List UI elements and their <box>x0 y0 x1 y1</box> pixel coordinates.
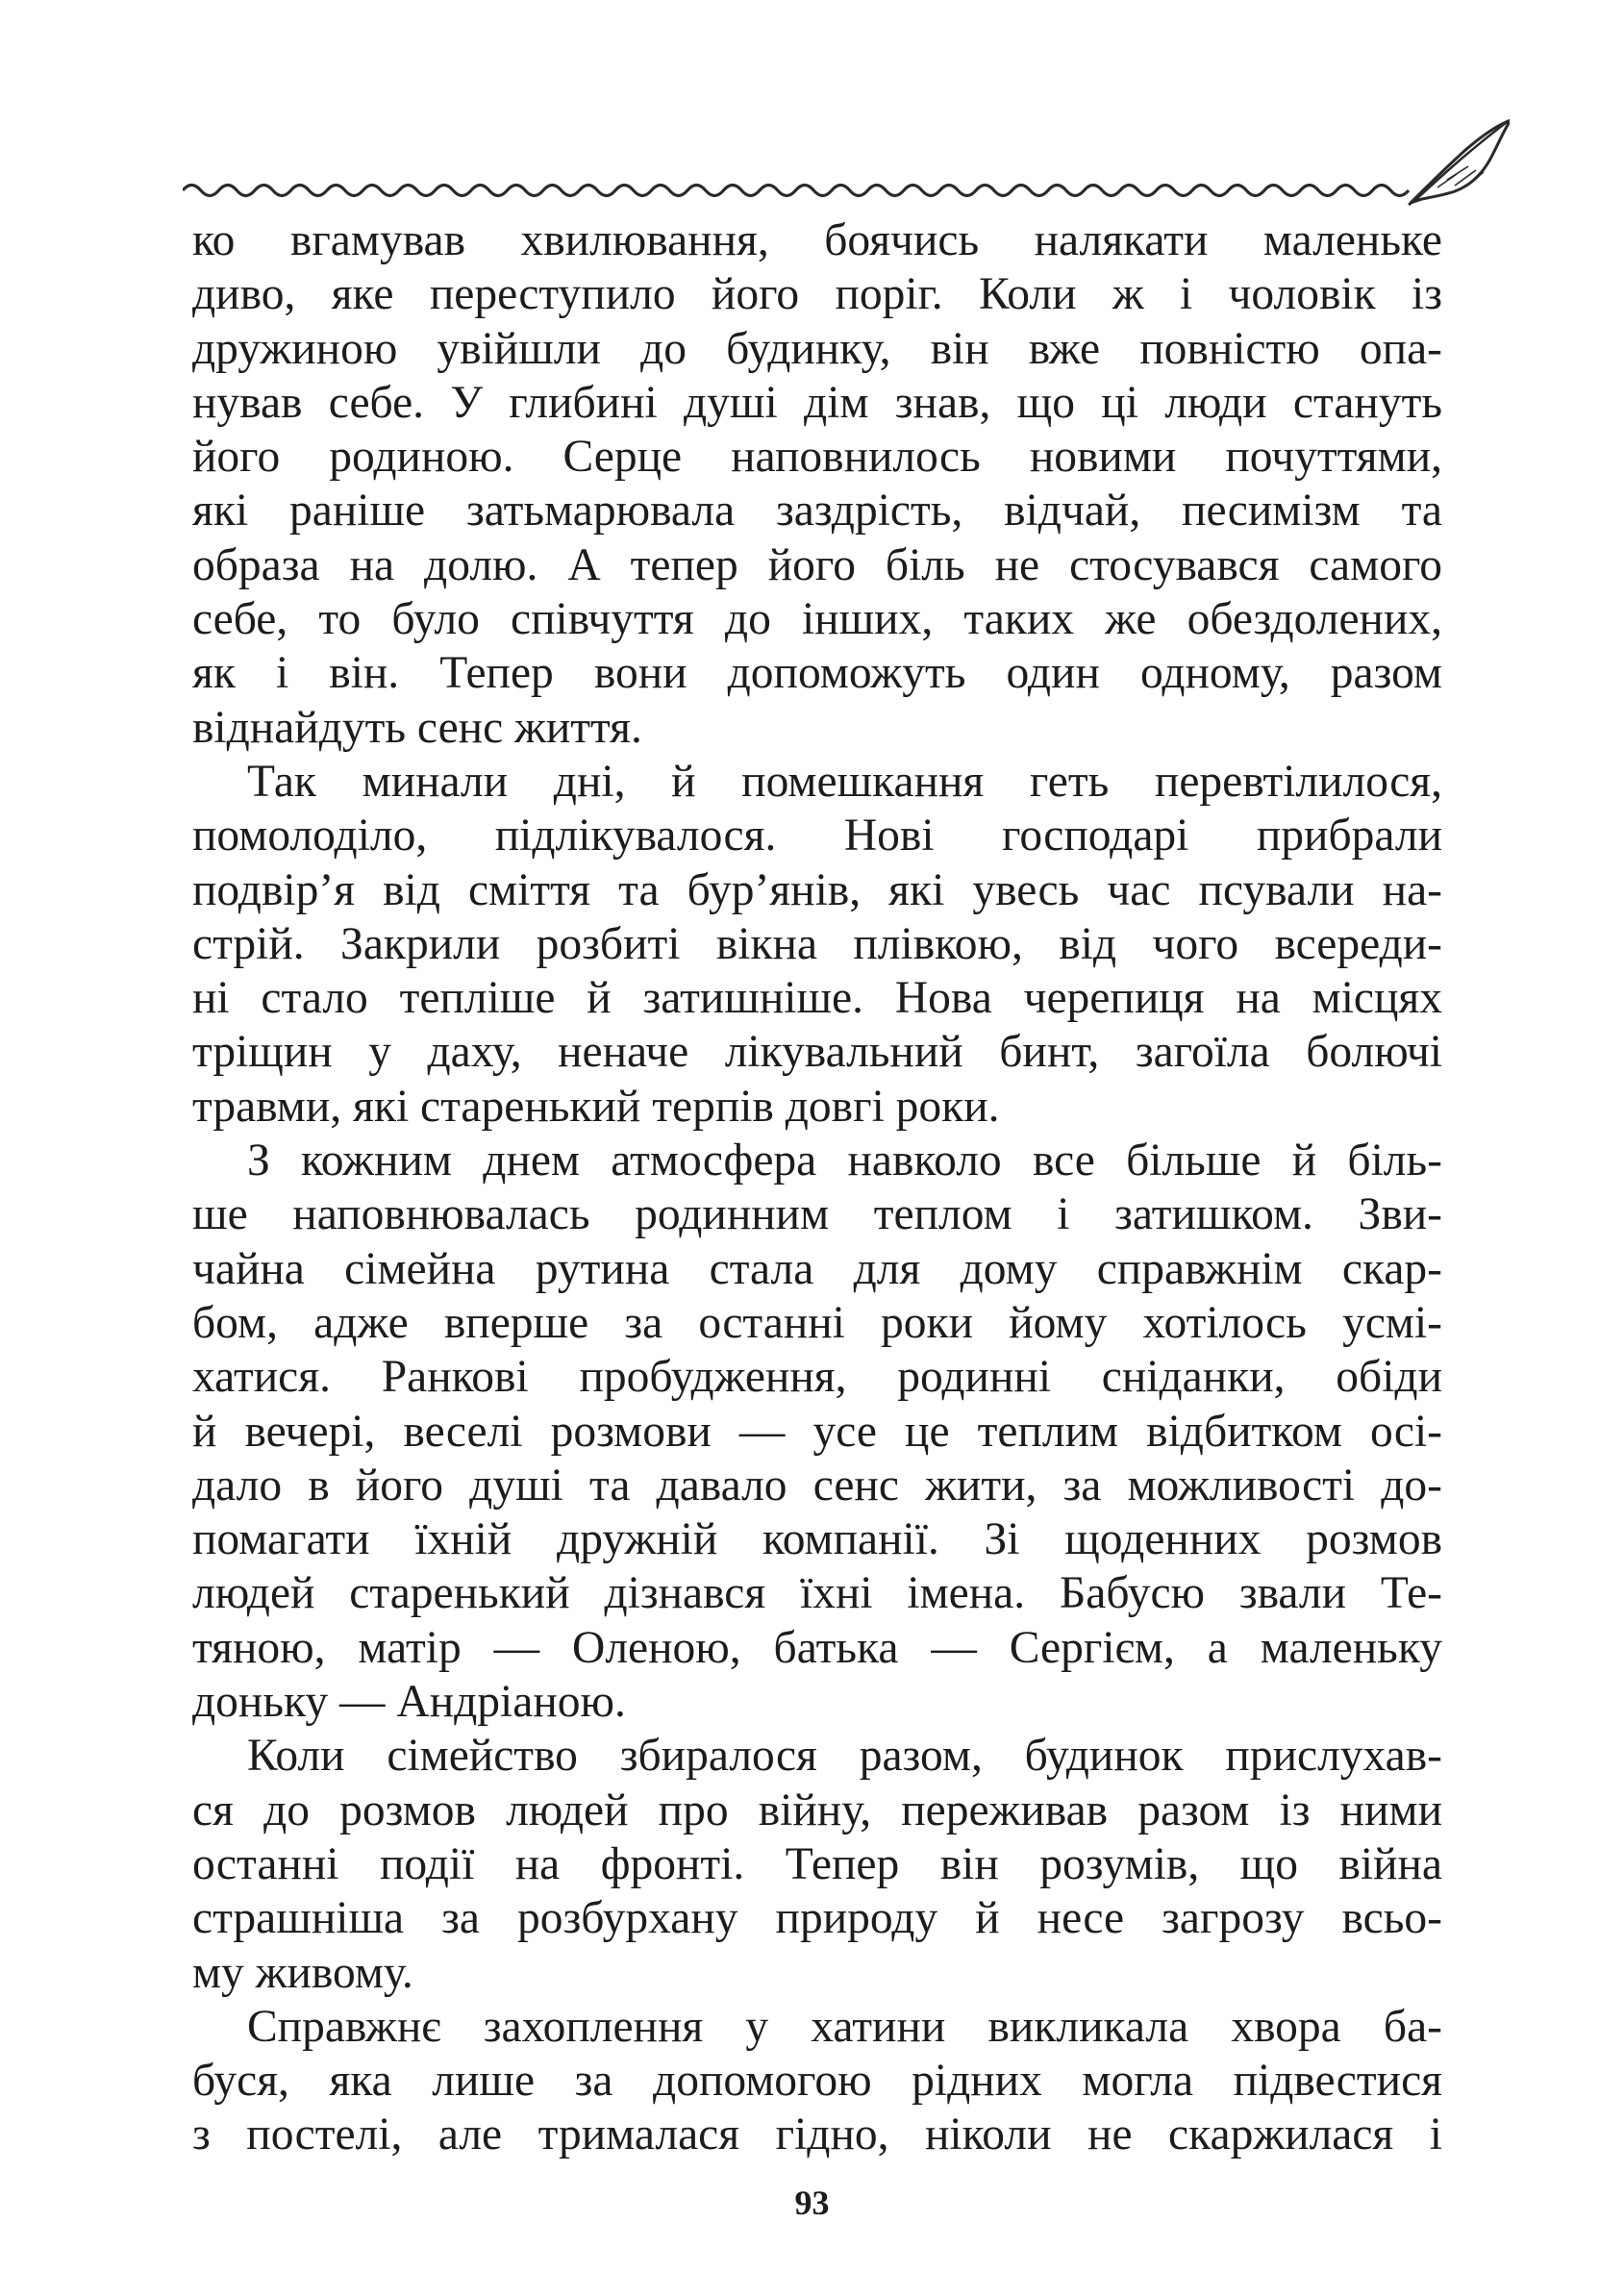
text-line: нував себе. У глибині душі дім знав, що ці люди стануть <box>192 377 1442 428</box>
text-line: з постелі, але трималася гідно, ніколи не скаржилася і <box>192 2110 1442 2160</box>
text-line: помолоділо, підлікувалося. Нові господарі прибрали <box>192 811 1442 861</box>
paragraph <box>192 1134 1442 1729</box>
paragraph <box>192 2000 1442 2162</box>
text-line: ко вгамував хвилювання, боячись налякати маленьке <box>192 215 1442 265</box>
paragraph <box>192 1729 1442 1999</box>
page-number: 93 <box>794 2184 830 2222</box>
text-line: помагати їхній дружній компанії. Зі щоденних розмов <box>192 1514 1442 1565</box>
text-line: дружиною увійшли до будинку, він вже повністю опа- <box>192 323 1442 374</box>
text-line: тріщин у даху, неначе лікувальний бинт, загоїла болючі <box>192 1027 1442 1078</box>
text-line: чайна сімейна рутина стала для дому справжнім скар- <box>192 1243 1442 1294</box>
text-line: віднайдуть сенс життя. <box>192 702 642 753</box>
text-line: й вечері, веселі розмови — усе це теплим відбитком осі- <box>192 1406 1442 1457</box>
text-line: страшніша за розбурхану природу й несе загрозу всьо- <box>192 1893 1442 1944</box>
text-line: Так минали дні, й помешкання геть перевтілилося, <box>247 756 1442 807</box>
text-line: ше наповнювалась родинним теплом і затишком. Зви- <box>192 1189 1442 1240</box>
text-line: як і він. Тепер вони допоможуть один одному, разом <box>192 648 1442 699</box>
text-line: стрій. Закрили розбиті вікна плівкою, від чого всереди- <box>192 918 1442 969</box>
text-line: тяною, матір — Оленою, батька — Сергієм, а маленьку <box>192 1622 1442 1673</box>
text-line: його родиною. Серце наповнилось новими почуттями, <box>192 432 1442 483</box>
text-line: доньку — Андріаною. <box>192 1677 626 1728</box>
text-line: дало в його душі та давало сенс жити, за можливості до- <box>192 1460 1442 1511</box>
text-line: ні стало тепліше й затишніше. Нова черепиця на місцях <box>192 973 1442 1024</box>
text-line: Справжнє захоплення у хатини викликала хвора ба- <box>247 2001 1442 2052</box>
wavy-line-with-quill-icon <box>183 111 1510 207</box>
body-text <box>192 213 1442 2162</box>
text-line: ся до розмов людей про війну, переживав разом із ними <box>192 1785 1442 1835</box>
text-line: подвір’я від сміття та бур’янів, які увесь час псували на- <box>192 864 1442 915</box>
text-line: бом, адже вперше за останні роки йому хотілось усмі- <box>192 1297 1442 1348</box>
text-line: хатися. Ранкові пробудження, родинні сніданки, обіди <box>192 1352 1442 1403</box>
text-line: Коли сімейство збиралося разом, будинок прислухав- <box>247 1731 1442 1782</box>
text-line: му живому. <box>192 1947 413 1998</box>
paragraph <box>192 213 1442 755</box>
paragraph <box>192 755 1442 1134</box>
text-line: людей старенький дізнався їхні імена. Бабусю звали Те- <box>192 1568 1442 1619</box>
text-line: себе, то було співчуття до інших, таких же обездолених, <box>192 594 1442 645</box>
text-line: травми, які старенький терпів довгі роки. <box>192 1081 1000 1132</box>
text-line: З кожним днем атмосфера навколо все більше й біль- <box>247 1136 1442 1186</box>
text-line: диво, яке переступило його поріг. Коли ж і чоловік із <box>192 269 1442 320</box>
text-line: які раніше затьмарювала заздрість, відчай, песимізм та <box>192 486 1442 537</box>
text-line: образа на долю. А тепер його біль не стосувався самого <box>192 539 1442 590</box>
wavy-divider-line <box>183 186 1409 196</box>
text-line: останні події на фронті. Тепер він розумів, що війна <box>192 1838 1442 1889</box>
text-line: буся, яка лише за допомогою рідних могла підвестися <box>192 2056 1442 2107</box>
quill-icon <box>1409 120 1510 205</box>
